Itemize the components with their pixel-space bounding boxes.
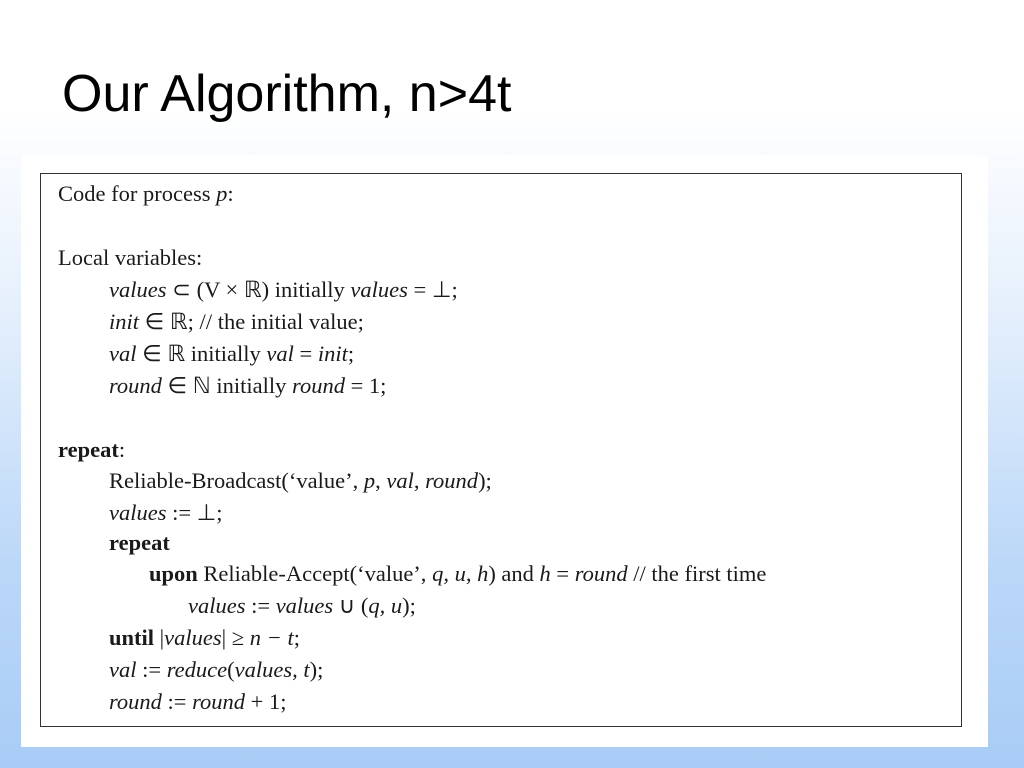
var-val-line: val ∈ ℝ initially val = init; — [109, 341, 355, 366]
inner-repeat-line: repeat — [109, 530, 170, 555]
code-header: Code for process p: — [58, 181, 234, 206]
upon-line: upon Reliable-Accept(‘value’, q, u, h) and h = round // the first time — [149, 561, 767, 586]
values-union-line: values := values ∪ (q, u); — [188, 593, 416, 618]
until-line: until |values| ≥ n − t; — [109, 625, 300, 650]
var-values-line: values ⊂ (V × ℝ) initially values = ⊥; — [109, 277, 458, 302]
slide-title: Our Algorithm, n>4t — [62, 65, 512, 123]
var-round-line: round ∈ ℕ initially round = 1; — [109, 373, 387, 398]
values-reset-line: values := ⊥; — [109, 500, 223, 525]
broadcast-line: Reliable-Broadcast(‘value’, p, val, round); — [109, 468, 492, 493]
round-increment-line: round := round + 1; — [109, 689, 287, 714]
algorithm-panel — [21, 155, 988, 747]
repeat-keyword-line: repeat: — [58, 437, 126, 462]
locals-heading: Local variables: — [58, 245, 203, 270]
code-box — [40, 173, 962, 727]
var-init-line: init ∈ ℝ; // the initial value; — [109, 309, 364, 334]
reduce-line: val := reduce(values, t); — [109, 657, 324, 682]
